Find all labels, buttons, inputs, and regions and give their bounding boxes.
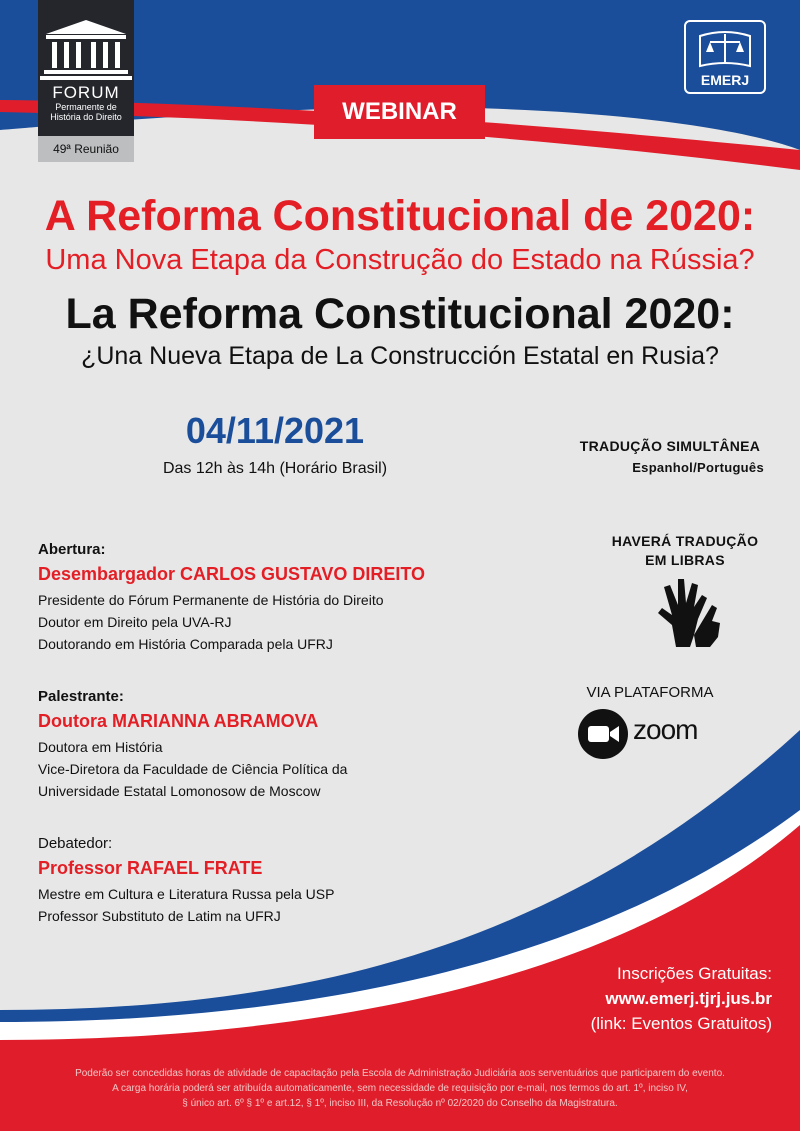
forum-subtitle: Permanente de História do Direito: [50, 102, 122, 122]
speaker-bio-line: Professor Substituto de Latim na UFRJ: [38, 908, 281, 924]
courthouse-icon: [38, 0, 134, 82]
speaker-role: Palestrante:: [38, 688, 124, 705]
speaker-role: Abertura:: [38, 541, 106, 558]
speaker-name: Professor RAFAEL FRATE: [38, 858, 263, 878]
speaker-opening: [38, 541, 425, 655]
speaker-bio-line: Universidade Estatal Lomonosow de Moscow: [38, 783, 321, 799]
sign-language-icon: [654, 575, 722, 649]
speaker-bio-line: Mestre em Cultura e Literatura Russa pela USP: [38, 886, 335, 902]
subtitle-es: ¿Una Nueva Etapa de La Construcción Estatal en Rusia?: [81, 342, 719, 370]
forum-logo: [38, 0, 134, 162]
speaker-bio-line: Doutora em História: [38, 739, 163, 755]
meeting-number: 49ª Reunião: [38, 136, 134, 162]
platform-label: VIA PLATAFORMA: [586, 684, 714, 701]
translation-title: TRADUÇÃO SIMULTÂNEA: [579, 438, 761, 454]
registration-title: Inscrições Gratuitas:: [617, 964, 772, 983]
event-time: Das 12h às 14h (Horário Brasil): [162, 460, 388, 477]
emerj-logo: [684, 20, 766, 94]
registration-url[interactable]: www.emerj.tjrj.jus.br: [605, 989, 772, 1008]
speaker-name: Desembargador CARLOS GUSTAVO DIREITO: [38, 564, 426, 584]
speaker-name: Doutora MARIANNA ABRAMOVA: [38, 711, 319, 731]
speaker-bio-line: Presidente do Fórum Permanente de História do Direito: [38, 592, 384, 608]
footer-note: Poderão ser concedidas horas de atividade de capacitação pela Escola de Administração Judiciária aos serventuários que participarem do evento. A carga horária poderá ser atribuída automaticamente, sem necessidade de requisição por e-mail, nos termos do art. 1º, inciso IV, § único art. 6º § 1º e art.12, § 1º, inciso III, da Resolução nº 02/2020 do Conselho da Magistratura.: [75, 1068, 725, 1109]
speaker-role: Debatedor:: [38, 835, 113, 852]
event-date: 04/11/2021: [185, 410, 365, 451]
scales-of-justice-icon: [698, 28, 752, 70]
speaker-bio-line: Doutorando em História Comparada pela UFRJ: [38, 636, 333, 652]
zoom-camera-icon: [577, 708, 629, 760]
title-pt: A Reforma Constitucional de 2020:: [44, 192, 756, 240]
translation-info: [560, 438, 780, 475]
emerj-label: EMERJ: [700, 72, 750, 88]
zoom-logo: [577, 708, 717, 760]
title-es: La Reforma Constitucional 2020:: [65, 290, 735, 338]
translation-languages: Espanhol/Português: [632, 460, 764, 475]
libras-info: HAVERÁ TRADUÇÃO EM LIBRAS: [611, 533, 759, 568]
zoom-text: zoom: [633, 714, 698, 745]
speaker-debater: [38, 835, 334, 927]
registration-note: (link: Eventos Gratuitos): [590, 1014, 772, 1033]
forum-name: FORUM: [52, 83, 120, 102]
webinar-badge: WEBINAR: [314, 85, 485, 139]
subtitle-pt: Uma Nova Etapa da Construção do Estado na Rússia?: [45, 244, 755, 276]
speaker-bio-line: Vice-Diretora da Faculdade de Ciência Política da: [38, 761, 348, 777]
speaker-lecturer: [38, 688, 347, 802]
registration-info: [560, 961, 772, 1036]
speaker-bio-line: Doutor em Direito pela UVA-RJ: [38, 614, 232, 630]
